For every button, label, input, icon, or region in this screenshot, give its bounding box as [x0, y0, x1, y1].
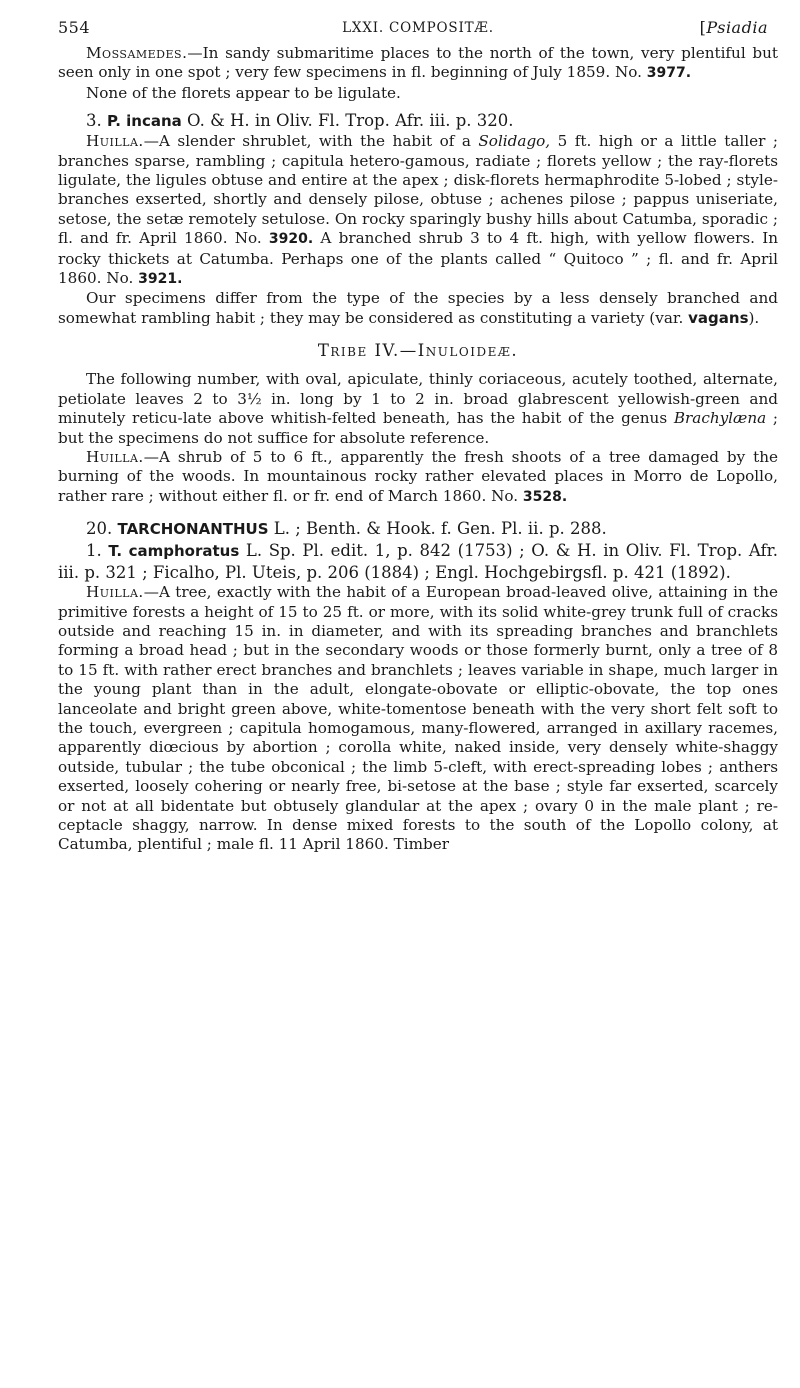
genus-italic: Solidago, [478, 132, 551, 151]
genus-italic: Brachylæna [673, 409, 767, 428]
species-number: 1. [86, 541, 109, 561]
inuloideae-locality-paragraph [58, 448, 778, 507]
genus-heading [58, 518, 778, 540]
species-number: 3. [86, 111, 107, 131]
species-heading-incana [58, 110, 778, 132]
genus-header: [Psiadia [699, 18, 768, 37]
species-authority: L. Sp. Pl. edit. 1, p. 842 (1753) ; O. & H. in Oliv. Fl. Trop. Afr. iii. p. 321 ; Ficalho, Pl. Uteis, p. 206 (1884) ; Engl. Hochgebirgsfl. p. 421 (1892). [58, 541, 778, 583]
section-title: LXXI. COMPOSITÆ. [342, 20, 494, 36]
locality-huilla: Huilla. [86, 447, 144, 466]
tribe-name: —Inuloideæ. [399, 341, 519, 361]
species-authority: O. & H. in Oliv. Fl. Trop. Afr. iii. p. 320. [181, 111, 514, 131]
body-text: The following number, with oval, apiculate, thinly coriaceous, acutely toothed, alternate, petiolate leaves 2 to 3½ in. long by 1 to 2 in. broad glabrescent yellowish-green and minutely reticu-late above whitish-felted beneath, has the habit of the genus [58, 370, 778, 428]
genus-header-text: Psiadia [706, 18, 768, 37]
mossamedes-text: —In sandy submaritime places to the north of the town, very plentiful but seen only in one spot ; very few specimens in fl. beginning of July 1859. No. [58, 44, 778, 82]
description-text: 5 ft. high or a little taller ; branches sparse, rambling ; capitula hetero-gamous, radiate ; florets yellow ; the ray-florets ligulate, the ligules obtuse and entire at the apex ; disk-florets hermaphrodite 5-lobed ; style-branches exserted, shortly and densely pilose, obtuse ; achenes pilose ; pappus uniseriate, setose, the setæ remotely setulose. On rocky sparingly bushy hills about Catumba, sporadic ; fl. and fr. April 1860. No. [58, 132, 778, 248]
specimen-number: 3977. [646, 65, 692, 82]
locality-mossamedes: Mossamedes. [86, 44, 188, 62]
description-text: A branched shrub 3 to 4 ft. high, with yellow flowers. In rocky thickets at Catumba. Perhaps one of the plants called “ Quitoco ” ; fl. and fr. April 1860. No. [58, 229, 778, 288]
variety-text: Our specimens differ from the type of the species by a less densely branched and somewhat rambling habit ; they may be considered as constituting a variety (var. [58, 289, 778, 327]
variety-name: vagans [688, 308, 749, 327]
incana-description [58, 132, 778, 289]
specimen-number: 3920. [268, 231, 314, 248]
variety-paragraph [58, 289, 778, 328]
variety-text: ). [748, 308, 760, 327]
species-heading-camphoratus [58, 540, 778, 583]
description-text: —A tree, exactly with the habit of a European broad-leaved olive, attaining in the primitive forests a height of 15 to 25 ft. or more, with its solid white-grey trunk full of cracks outside and reaching 15 in. in diameter, and with its spreading branches and branchlets forming a broad head ; but in the secondary woods or those formerly burnt, only a tree of 8 to 15 ft. with rather erect branches and branchlets ; leaves variable in shape, much larger in the young plant than in the adult, elongate-obovate or elliptic-obovate, the top ones lanceolate and bright green above, white-tomentose beneath with the very short felt soft to the touch, evergreen ; capitula homogamous, many-flowered, arranged in axillary racemes, apparently diœcious by abortion ; corolla white, naked inside, very densely white-shaggy outside, tubular ; the tube obconical ; the limb 5-cleft, with erect-spreading lobes ; anthers exserted, loosely cohering or nearly free, bi-setose at the base ; style far exserted, scarcely or not at all bidentate but obtusely glandular at the apex ; ovary 0 in the male plant ; re-ceptacle shaggy, narrow. In dense mixed forests to the south of the Lopollo colony, at Catumba, plentiful ; male fl. 11 April 1860. Timber [58, 583, 778, 854]
body-text: —A shrub of 5 to 6 ft., apparently the fresh shoots of a tree damaged by the burning of the woods. In mountainous rocky rather elevated places in Morro de Lopollo, rather rare ; without either fl. or fr. end of March 1860. No. [58, 447, 778, 505]
tribe-label: Tribe IV. [317, 341, 400, 361]
locality-huilla: Huilla. [86, 583, 144, 602]
species-name: T. camphoratus [108, 542, 240, 561]
locality-huilla: Huilla. [86, 132, 144, 151]
mossamedes-paragraph [58, 44, 778, 84]
genus-authority: L. ; Benth. & Hook. f. Gen. Pl. ii. p. 288. [268, 519, 607, 539]
tribe-heading [58, 339, 778, 363]
page-number: 554 [58, 18, 91, 37]
running-head [58, 18, 778, 44]
description-text: —A slender shrublet, with the habit of a [143, 132, 479, 151]
page [58, 18, 778, 855]
specimen-number: 3921. [138, 271, 183, 288]
species-name: P. incana [107, 112, 182, 131]
genus-name: TARCHONANTHUS [117, 520, 269, 539]
body-text: ; but the specimens do not suffice for absolute reference. [58, 409, 778, 447]
camphoratus-description [58, 583, 778, 855]
genus-number: 20. [86, 519, 118, 539]
ligulate-note: None of the florets appear to be ligulate. [86, 83, 401, 102]
specimen-number: 3528. [522, 488, 568, 505]
inuloideae-paragraph [58, 370, 778, 448]
